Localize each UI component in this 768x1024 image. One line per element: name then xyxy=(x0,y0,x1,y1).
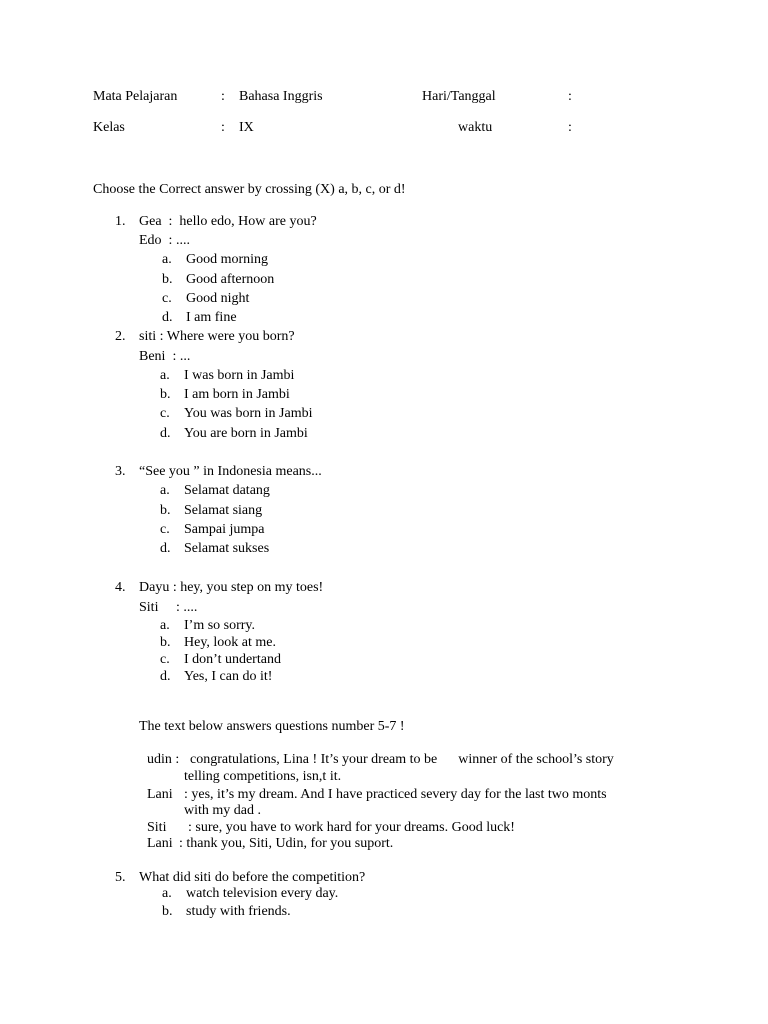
dialogue-speaker: Lani xyxy=(147,787,173,802)
question-number: 3. xyxy=(115,464,126,479)
class-label: Kelas xyxy=(93,120,125,135)
option-text: Yes, I can do it! xyxy=(184,669,273,684)
question-number: 4. xyxy=(115,580,126,595)
option-text: I was born in Jambi xyxy=(184,368,295,383)
option-letter: a. xyxy=(160,483,170,498)
question-line: Beni : ... xyxy=(139,349,191,364)
option-letter: a. xyxy=(162,886,172,901)
option-letter: d. xyxy=(160,669,171,684)
option-letter: b. xyxy=(162,272,173,287)
option-text: watch television every day. xyxy=(186,886,339,901)
dialogue-line: : sure, you have to work hard for your dreams. Good luck! xyxy=(188,820,515,835)
subject-label: Mata Pelajaran xyxy=(93,89,178,104)
question-line: Gea : hello edo, How are you? xyxy=(139,214,317,229)
option-text: I’m so sorry. xyxy=(184,618,256,633)
dialogue-speaker: Siti xyxy=(147,820,167,835)
option-text: Good afternoon xyxy=(186,272,275,287)
option-letter: c. xyxy=(160,652,170,667)
dialogue-line: with my dad . xyxy=(184,803,261,818)
option-text: Sampai jumpa xyxy=(184,522,265,537)
question-line: “See you ” in Indonesia means... xyxy=(139,464,322,479)
option-letter: c. xyxy=(160,522,170,537)
passage-intro: The text below answers questions number 5-7 ! xyxy=(139,719,405,734)
option-letter: a. xyxy=(160,618,170,633)
option-text: Good night xyxy=(186,291,250,306)
option-letter: b. xyxy=(160,387,171,402)
option-letter: d. xyxy=(160,426,171,441)
time-label: waktu xyxy=(458,120,493,135)
option-letter: c. xyxy=(162,291,172,306)
option-letter: d. xyxy=(162,310,173,325)
option-letter: b. xyxy=(160,635,171,650)
option-letter: b. xyxy=(160,503,171,518)
option-letter: a. xyxy=(162,252,172,267)
subject-value: Bahasa Inggris xyxy=(239,89,323,104)
question-line: What did siti do before the competition? xyxy=(139,870,366,885)
question-line: Edo : .... xyxy=(139,233,190,248)
option-text: Selamat sukses xyxy=(184,541,270,556)
option-letter: a. xyxy=(160,368,170,383)
question-number: 1. xyxy=(115,214,126,229)
option-text: I don’t undertand xyxy=(184,652,281,667)
dialogue-speaker: Lani xyxy=(147,836,173,851)
question-number: 2. xyxy=(115,329,126,344)
question-line: siti : Where were you born? xyxy=(139,329,295,344)
dialogue-line: congratulations, Lina ! It’s your dream to be winner of the school’s story xyxy=(190,752,614,767)
dialogue-line: : yes, it’s my dream. And I have practiced severy day for the last two monts xyxy=(184,787,607,802)
option-text: study with friends. xyxy=(186,904,291,919)
option-text: Selamat datang xyxy=(184,483,270,498)
dialogue-line: telling competitions, isn,t it. xyxy=(184,769,342,784)
option-text: You are born in Jambi xyxy=(184,426,308,441)
option-text: Hey, look at me. xyxy=(184,635,277,650)
subject-colon: : xyxy=(221,89,225,104)
question-number: 5. xyxy=(115,870,126,885)
option-letter: b. xyxy=(162,904,173,919)
dialogue-speaker: udin : xyxy=(147,752,180,767)
question-line: Siti : .... xyxy=(139,600,198,615)
option-letter: c. xyxy=(160,406,170,421)
time-colon: : xyxy=(568,120,572,135)
instruction-text: Choose the Correct answer by crossing (X) a, b, c, or d! xyxy=(93,182,406,197)
question-line: Dayu : hey, you step on my toes! xyxy=(139,580,324,595)
option-text: I am born in Jambi xyxy=(184,387,290,402)
option-text: Selamat siang xyxy=(184,503,263,518)
class-value: IX xyxy=(239,120,254,135)
option-text: I am fine xyxy=(186,310,237,325)
day-label: Hari/Tanggal xyxy=(422,89,496,104)
dialogue-line: : thank you, Siti, Udin, for you suport. xyxy=(179,836,394,851)
day-colon: : xyxy=(568,89,572,104)
option-text: You was born in Jambi xyxy=(184,406,313,421)
option-letter: d. xyxy=(160,541,171,556)
class-colon: : xyxy=(221,120,225,135)
option-text: Good morning xyxy=(186,252,269,267)
